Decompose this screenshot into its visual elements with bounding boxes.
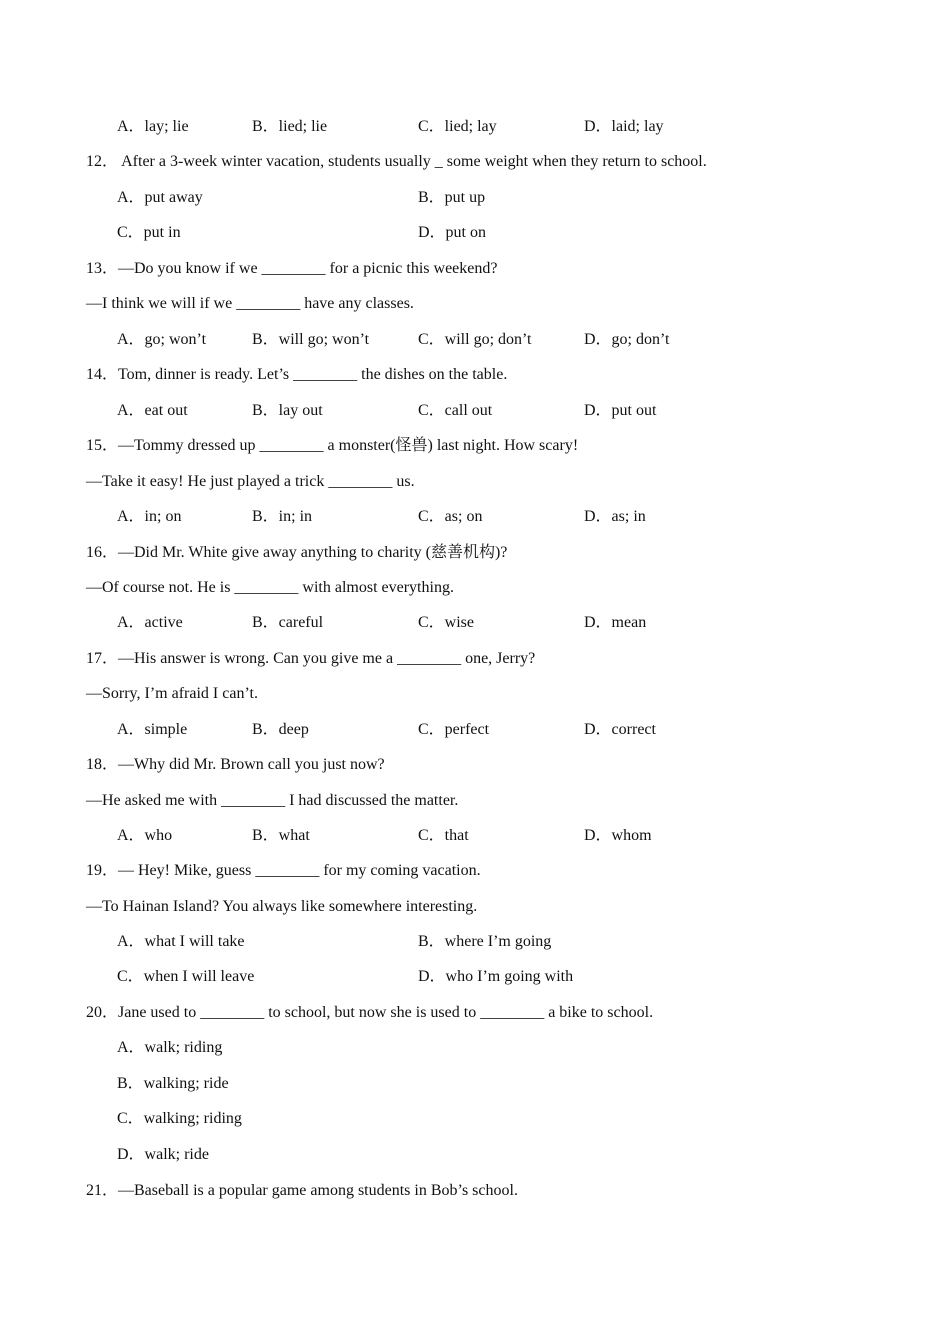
- q19-reply: —To Hainan Island? You always like somewhere interesting.: [86, 898, 478, 915]
- q17-option-b: B．deep: [252, 721, 309, 738]
- q16-option-a: A．active: [117, 614, 183, 631]
- q15-option-d: D．as; in: [584, 508, 646, 525]
- q21-stem: 21．—Baseball is a popular game among students in Bob’s school.: [86, 1182, 518, 1199]
- q20-option-d: D．walk; ride: [117, 1146, 209, 1163]
- q14-options: [0, 400, 950, 422]
- q18-option-a: A．who: [117, 827, 173, 844]
- q20-option-a: A．walk; riding: [117, 1039, 223, 1056]
- q13-option-d: D．go; don’t: [584, 331, 670, 348]
- q17-option-d: D．correct: [584, 721, 656, 738]
- q19-option-b: B．where I’m going: [418, 933, 552, 950]
- q11-option-a: A．lay; lie: [117, 118, 189, 135]
- q13-stem: 13．—Do you know if we ________ for a picnic this weekend?: [86, 260, 498, 277]
- q12-option-d: D．put on: [418, 224, 487, 241]
- q17-options: [0, 719, 950, 741]
- q20-option-b-row: [0, 1073, 950, 1095]
- q20-stem: 20．Jane used to ________ to school, but now she is used to ________ a bike to school.: [86, 1004, 654, 1021]
- q13-option-b: B．will go; won’t: [252, 331, 370, 348]
- q15-reply: —Take it easy! He just played a trick ________ us.: [86, 473, 415, 490]
- q11-option-b: B．lied; lie: [252, 118, 328, 135]
- q17-stem: 17．—His answer is wrong. Can you give me a ________ one, Jerry?: [86, 650, 536, 667]
- q14-option-b: B．lay out: [252, 402, 323, 419]
- q20-option-c-row: [0, 1108, 950, 1130]
- q12-options-row1: [0, 187, 950, 209]
- q12-options-row2: [0, 222, 950, 244]
- q14-stem: 14．Tom, dinner is ready. Let’s ________ the dishes on the table.: [86, 366, 508, 383]
- q15-option-c: C．as; on: [418, 508, 483, 525]
- q14-option-c: C．call out: [418, 402, 493, 419]
- q13-option-c: C．will go; don’t: [418, 331, 532, 348]
- q17-option-a: A．simple: [117, 721, 188, 738]
- q16-option-b: B．careful: [252, 614, 324, 631]
- q18-reply: —He asked me with ________ I had discussed the matter.: [86, 792, 459, 809]
- q11-options: [0, 116, 950, 138]
- q15-stem: 15．—Tommy dressed up ________ a monster(怪兽) last night. How scary!: [86, 437, 579, 454]
- q13-options: [0, 329, 950, 351]
- q16-stem: 16．—Did Mr. White give away anything to charity (慈善机构)?: [86, 544, 508, 561]
- q12-option-c: C．put in: [117, 224, 181, 241]
- q16-option-d: D．mean: [584, 614, 647, 631]
- q12-option-a: A．put away: [117, 189, 203, 206]
- q17-reply: —Sorry, I’m afraid I can’t.: [86, 685, 258, 702]
- q13-option-a: A．go; won’t: [117, 331, 207, 348]
- q19-options-row1: [0, 931, 950, 953]
- q18-stem: 18．—Why did Mr. Brown call you just now?: [86, 756, 385, 773]
- q19-stem: 19．— Hey! Mike, guess ________ for my coming vacation.: [86, 862, 481, 879]
- q19-option-d: D．who I’m going with: [418, 968, 574, 985]
- q16-reply: —Of course not. He is ________ with almost everything.: [86, 579, 454, 596]
- q14-option-d: D．put out: [584, 402, 657, 419]
- q19-option-a: A．what I will take: [117, 933, 245, 950]
- q19-option-c: C．when I will leave: [117, 968, 255, 985]
- q17-option-c: C．perfect: [418, 721, 490, 738]
- q20-option-d-row: [0, 1144, 950, 1166]
- q16-option-c: C．wise: [418, 614, 475, 631]
- q12-stem: 12． After a 3-week winter vacation, students usually _ some weight when they return to school.: [86, 153, 707, 170]
- q15-option-a: A．in; on: [117, 508, 182, 525]
- q18-option-d: D．whom: [584, 827, 652, 844]
- q19-options-row2: [0, 966, 950, 988]
- q13-reply: —I think we will if we ________ have any classes.: [86, 295, 414, 312]
- q14-option-a: A．eat out: [117, 402, 188, 419]
- q11-option-c: C．lied; lay: [418, 118, 497, 135]
- q12-option-b: B．put up: [418, 189, 486, 206]
- q20-option-c: C．walking; riding: [117, 1110, 242, 1127]
- q18-option-b: B．what: [252, 827, 310, 844]
- q16-options: [0, 612, 950, 634]
- q20-option-b: B．walking; ride: [117, 1075, 229, 1092]
- q11-option-d: D．laid; lay: [584, 118, 664, 135]
- q18-options: [0, 825, 950, 847]
- q20-option-a-row: [0, 1037, 950, 1059]
- q15-options: [0, 506, 950, 528]
- q15-option-b: B．in; in: [252, 508, 313, 525]
- q18-option-c: C．that: [418, 827, 469, 844]
